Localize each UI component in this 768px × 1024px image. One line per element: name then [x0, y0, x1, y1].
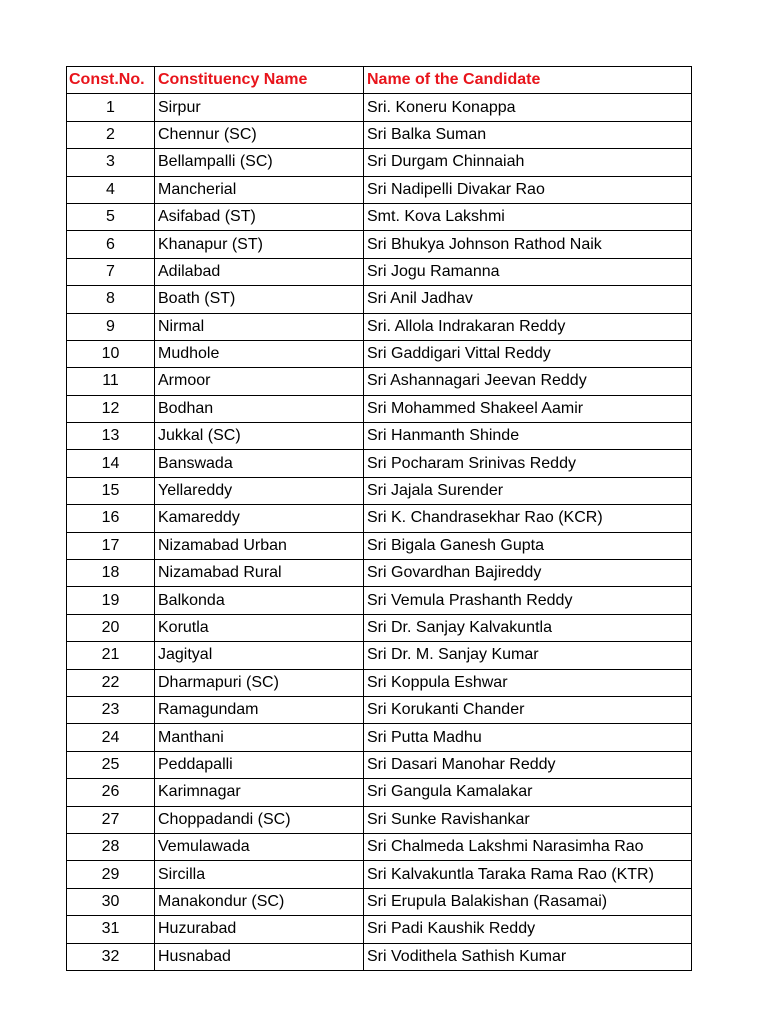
candidate-cell: Sri Anil Jadhav — [364, 286, 692, 313]
table-row — [67, 943, 692, 970]
const-no-cell: 30 — [67, 888, 155, 915]
table-row — [67, 614, 692, 641]
constituency-cell: Asifabad (ST) — [155, 203, 364, 230]
candidate-cell: Sri Dasari Manohar Reddy — [364, 751, 692, 778]
table-row — [67, 560, 692, 587]
table-row — [67, 696, 692, 723]
const-no-cell: 6 — [67, 231, 155, 258]
candidate-cell: Sri Dr. M. Sanjay Kumar — [364, 642, 692, 669]
table-row — [67, 149, 692, 176]
constituency-cell: Kamareddy — [155, 505, 364, 532]
candidate-cell: Sri Jogu Ramanna — [364, 258, 692, 285]
candidate-cell: Sri. Allola Indrakaran Reddy — [364, 313, 692, 340]
const-no-cell: 4 — [67, 176, 155, 203]
constituency-cell: Vemulawada — [155, 833, 364, 860]
constituency-cell: Manakondur (SC) — [155, 888, 364, 915]
const-no-cell: 24 — [67, 724, 155, 751]
table-row — [67, 833, 692, 860]
constituency-cell: Adilabad — [155, 258, 364, 285]
candidate-cell: Sri Govardhan Bajireddy — [364, 560, 692, 587]
constituency-cell: Ramagundam — [155, 696, 364, 723]
header-candidate-name: Name of the Candidate — [364, 67, 692, 94]
table-row — [67, 368, 692, 395]
candidate-cell: Sri Bigala Ganesh Gupta — [364, 532, 692, 559]
candidate-cell: Sri Gangula Kamalakar — [364, 779, 692, 806]
table-row — [67, 286, 692, 313]
const-no-cell: 10 — [67, 340, 155, 367]
table-row — [67, 779, 692, 806]
constituency-cell: Nirmal — [155, 313, 364, 340]
table-header-row — [67, 67, 692, 94]
table-row — [67, 861, 692, 888]
table-row — [67, 176, 692, 203]
const-no-cell: 17 — [67, 532, 155, 559]
candidate-cell: Sri Chalmeda Lakshmi Narasimha Rao — [364, 833, 692, 860]
table-row — [67, 121, 692, 148]
const-no-cell: 21 — [67, 642, 155, 669]
const-no-cell: 26 — [67, 779, 155, 806]
table-row — [67, 203, 692, 230]
constituency-cell: Mancherial — [155, 176, 364, 203]
table-row — [67, 313, 692, 340]
candidate-cell: Sri Sunke Ravishankar — [364, 806, 692, 833]
const-no-cell: 11 — [67, 368, 155, 395]
constituency-cell: Sircilla — [155, 861, 364, 888]
const-no-cell: 29 — [67, 861, 155, 888]
candidate-cell: Sri Dr. Sanjay Kalvakuntla — [364, 614, 692, 641]
const-no-cell: 7 — [67, 258, 155, 285]
table-row — [67, 642, 692, 669]
constituency-cell: Boath (ST) — [155, 286, 364, 313]
table-row — [67, 532, 692, 559]
constituency-cell: Jukkal (SC) — [155, 423, 364, 450]
const-no-cell: 20 — [67, 614, 155, 641]
const-no-cell: 12 — [67, 395, 155, 422]
constituency-cell: Nizamabad Rural — [155, 560, 364, 587]
const-no-cell: 25 — [67, 751, 155, 778]
candidate-cell: Sri Gaddigari Vittal Reddy — [364, 340, 692, 367]
table-row — [67, 751, 692, 778]
table-row — [67, 395, 692, 422]
constituency-cell: Jagityal — [155, 642, 364, 669]
const-no-cell: 14 — [67, 450, 155, 477]
candidate-cell: Sri Putta Madhu — [364, 724, 692, 751]
header-const-no: Const.No. — [67, 67, 155, 94]
candidate-cell: Sri Padi Kaushik Reddy — [364, 916, 692, 943]
constituency-cell: Armoor — [155, 368, 364, 395]
const-no-cell: 16 — [67, 505, 155, 532]
constituency-cell: Huzurabad — [155, 916, 364, 943]
constituency-cell: Korutla — [155, 614, 364, 641]
table-row — [67, 724, 692, 751]
candidate-cell: Sri Durgam Chinnaiah — [364, 149, 692, 176]
candidate-cell: Sri Pocharam Srinivas Reddy — [364, 450, 692, 477]
candidate-cell: Sri Korukanti Chander — [364, 696, 692, 723]
table-row — [67, 477, 692, 504]
table-row — [67, 423, 692, 450]
constituency-cell: Banswada — [155, 450, 364, 477]
header-constituency-name: Constituency Name — [155, 67, 364, 94]
candidate-table — [66, 66, 692, 971]
table-row — [67, 916, 692, 943]
candidate-cell: Sri K. Chandrasekhar Rao (KCR) — [364, 505, 692, 532]
const-no-cell: 31 — [67, 916, 155, 943]
const-no-cell: 9 — [67, 313, 155, 340]
constituency-cell: Choppadandi (SC) — [155, 806, 364, 833]
candidate-cell: Sri Koppula Eshwar — [364, 669, 692, 696]
candidate-cell: Sri Balka Suman — [364, 121, 692, 148]
table-row — [67, 450, 692, 477]
constituency-cell: Bellampalli (SC) — [155, 149, 364, 176]
const-no-cell: 23 — [67, 696, 155, 723]
candidate-cell: Sri Mohammed Shakeel Aamir — [364, 395, 692, 422]
constituency-cell: Sirpur — [155, 94, 364, 121]
const-no-cell: 27 — [67, 806, 155, 833]
candidate-cell: Sri Bhukya Johnson Rathod Naik — [364, 231, 692, 258]
candidate-cell: Sri Jajala Surender — [364, 477, 692, 504]
constituency-cell: Bodhan — [155, 395, 364, 422]
table-body — [67, 94, 692, 971]
constituency-cell: Yellareddy — [155, 477, 364, 504]
constituency-cell: Husnabad — [155, 943, 364, 970]
constituency-cell: Peddapalli — [155, 751, 364, 778]
const-no-cell: 15 — [67, 477, 155, 504]
candidate-cell: Sri Nadipelli Divakar Rao — [364, 176, 692, 203]
table-row — [67, 888, 692, 915]
constituency-cell: Chennur (SC) — [155, 121, 364, 148]
const-no-cell: 32 — [67, 943, 155, 970]
candidate-cell: Sri Vemula Prashanth Reddy — [364, 587, 692, 614]
const-no-cell: 5 — [67, 203, 155, 230]
table-row — [67, 231, 692, 258]
constituency-cell: Karimnagar — [155, 779, 364, 806]
candidate-cell: Smt. Kova Lakshmi — [364, 203, 692, 230]
candidate-cell: Sri. Koneru Konappa — [364, 94, 692, 121]
constituency-cell: Manthani — [155, 724, 364, 751]
table-row — [67, 505, 692, 532]
table-row — [67, 669, 692, 696]
const-no-cell: 2 — [67, 121, 155, 148]
candidate-cell: Sri Vodithela Sathish Kumar — [364, 943, 692, 970]
const-no-cell: 8 — [67, 286, 155, 313]
const-no-cell: 22 — [67, 669, 155, 696]
constituency-cell: Dharmapuri (SC) — [155, 669, 364, 696]
constituency-cell: Nizamabad Urban — [155, 532, 364, 559]
table-row — [67, 258, 692, 285]
table-row — [67, 587, 692, 614]
table-row — [67, 94, 692, 121]
candidate-cell: Sri Hanmanth Shinde — [364, 423, 692, 450]
candidate-cell: Sri Kalvakuntla Taraka Rama Rao (KTR) — [364, 861, 692, 888]
table-row — [67, 806, 692, 833]
const-no-cell: 13 — [67, 423, 155, 450]
constituency-cell: Mudhole — [155, 340, 364, 367]
const-no-cell: 19 — [67, 587, 155, 614]
table-row — [67, 340, 692, 367]
const-no-cell: 1 — [67, 94, 155, 121]
constituency-cell: Khanapur (ST) — [155, 231, 364, 258]
candidate-cell: Sri Erupula Balakishan (Rasamai) — [364, 888, 692, 915]
const-no-cell: 28 — [67, 833, 155, 860]
const-no-cell: 18 — [67, 560, 155, 587]
candidate-cell: Sri Ashannagari Jeevan Reddy — [364, 368, 692, 395]
const-no-cell: 3 — [67, 149, 155, 176]
constituency-cell: Balkonda — [155, 587, 364, 614]
